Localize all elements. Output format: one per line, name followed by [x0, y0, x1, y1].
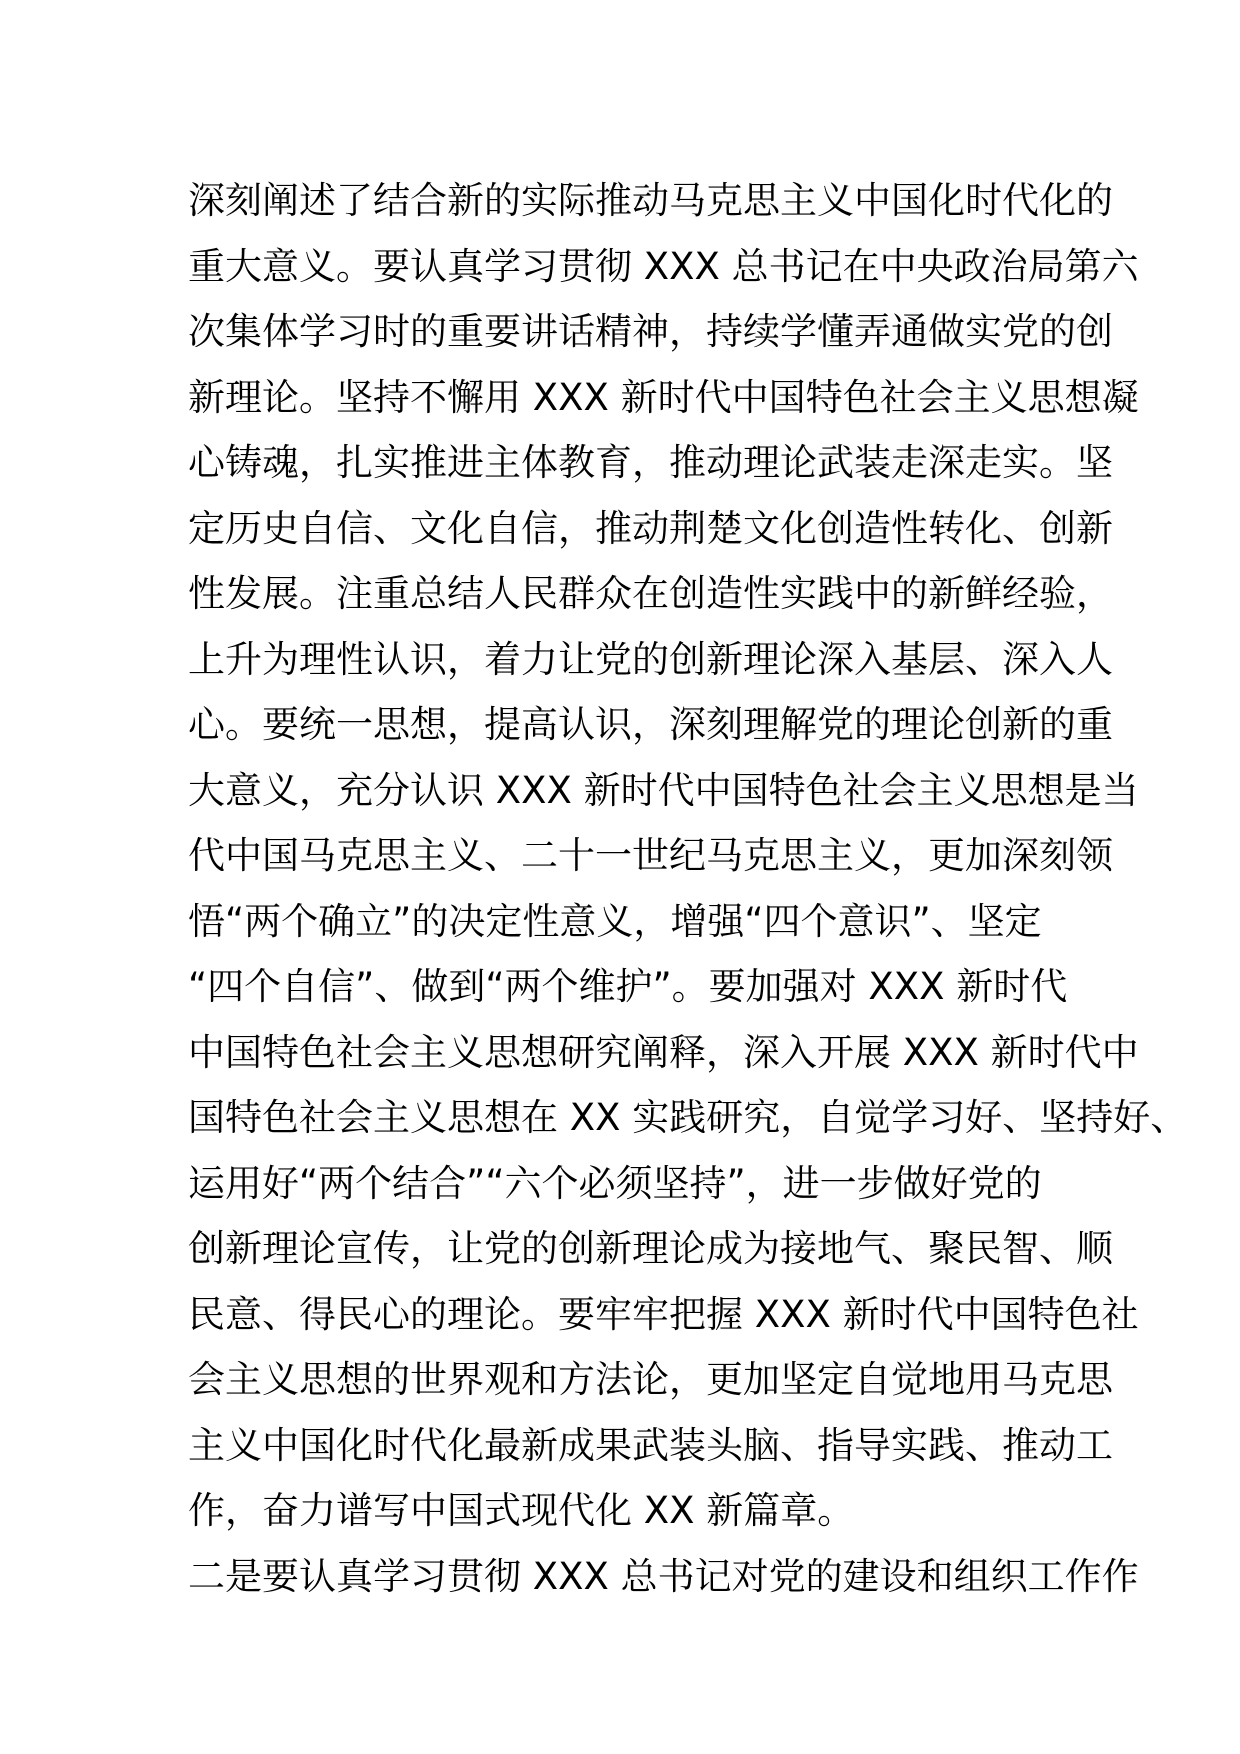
- text-line: 上升为理性认识，着力让党的创新理论深入基层、深入人: [188, 637, 1113, 681]
- text-line: 作，奋力谱写中国式现代化 XX 新篇章。: [188, 1489, 855, 1532]
- text-line: 定历史自信、文化自信，推动荆楚文化创造性转化、创新: [188, 506, 1113, 550]
- text-line: 次集体学习时的重要讲话精神，持续学懂弄通做实党的创: [188, 310, 1113, 353]
- text-line: 国特色社会主义思想在 XX 实践研究，自觉学习好、坚持好、: [188, 1096, 1188, 1139]
- section-heading-line: 二是要认真学习贯彻 XXX 总书记对党的建设和组织工作作: [188, 1554, 1139, 1598]
- text-line: 心。要统一思想，提高认识，深刻理解党的理论创新的重: [188, 703, 1113, 746]
- text-line: 会主义思想的世界观和方法论，更加坚定自觉地用马克思: [188, 1358, 1113, 1401]
- text-line: 心铸魂，扎实推进主体教育，推动理论武装走深走实。坚: [188, 441, 1113, 484]
- text-line: 重大意义。要认真学习贯彻 XXX 总书记在中央政治局第六: [188, 244, 1139, 288]
- text-line: 民意、得民心的理论。要牢牢把握 XXX 新时代中国特色社: [188, 1292, 1139, 1336]
- text-line: 深刻阐述了结合新的实际推动马克思主义中国化时代化的: [188, 179, 1113, 222]
- text-line: 运用好“两个结合”“六个必须坚持”，进一步做好党的: [188, 1161, 1042, 1205]
- body-text: [188, 168, 1188, 1609]
- text-line: 中国特色社会主义思想研究阐释，深入开展 XXX 新时代中: [188, 1030, 1139, 1074]
- text-line: 大意义，充分认识 XXX 新时代中国特色社会主义思想是当: [188, 768, 1139, 812]
- text-line: 代中国马克思主义、二十一世纪马克思主义，更加深刻领: [188, 834, 1113, 877]
- text-line: 主义中国化时代化最新成果武装头脑、指导实践、推动工: [188, 1423, 1113, 1467]
- text-line: 创新理论宣传，让党的创新理论成为接地气、聚民智、顺: [188, 1227, 1113, 1270]
- text-line: 性发展。注重总结人民群众在创造性实践中的新鲜经验，: [188, 572, 1113, 615]
- text-line: “四个自信”、做到“两个维护”。要加强对 XXX 新时代: [188, 965, 1068, 1008]
- text-line: 新理论。坚持不懈用 XXX 新时代中国特色社会主义思想凝: [188, 375, 1139, 419]
- text-line: 悟“两个确立”的决定性意义，增强“四个意识”、坚定: [188, 899, 1042, 943]
